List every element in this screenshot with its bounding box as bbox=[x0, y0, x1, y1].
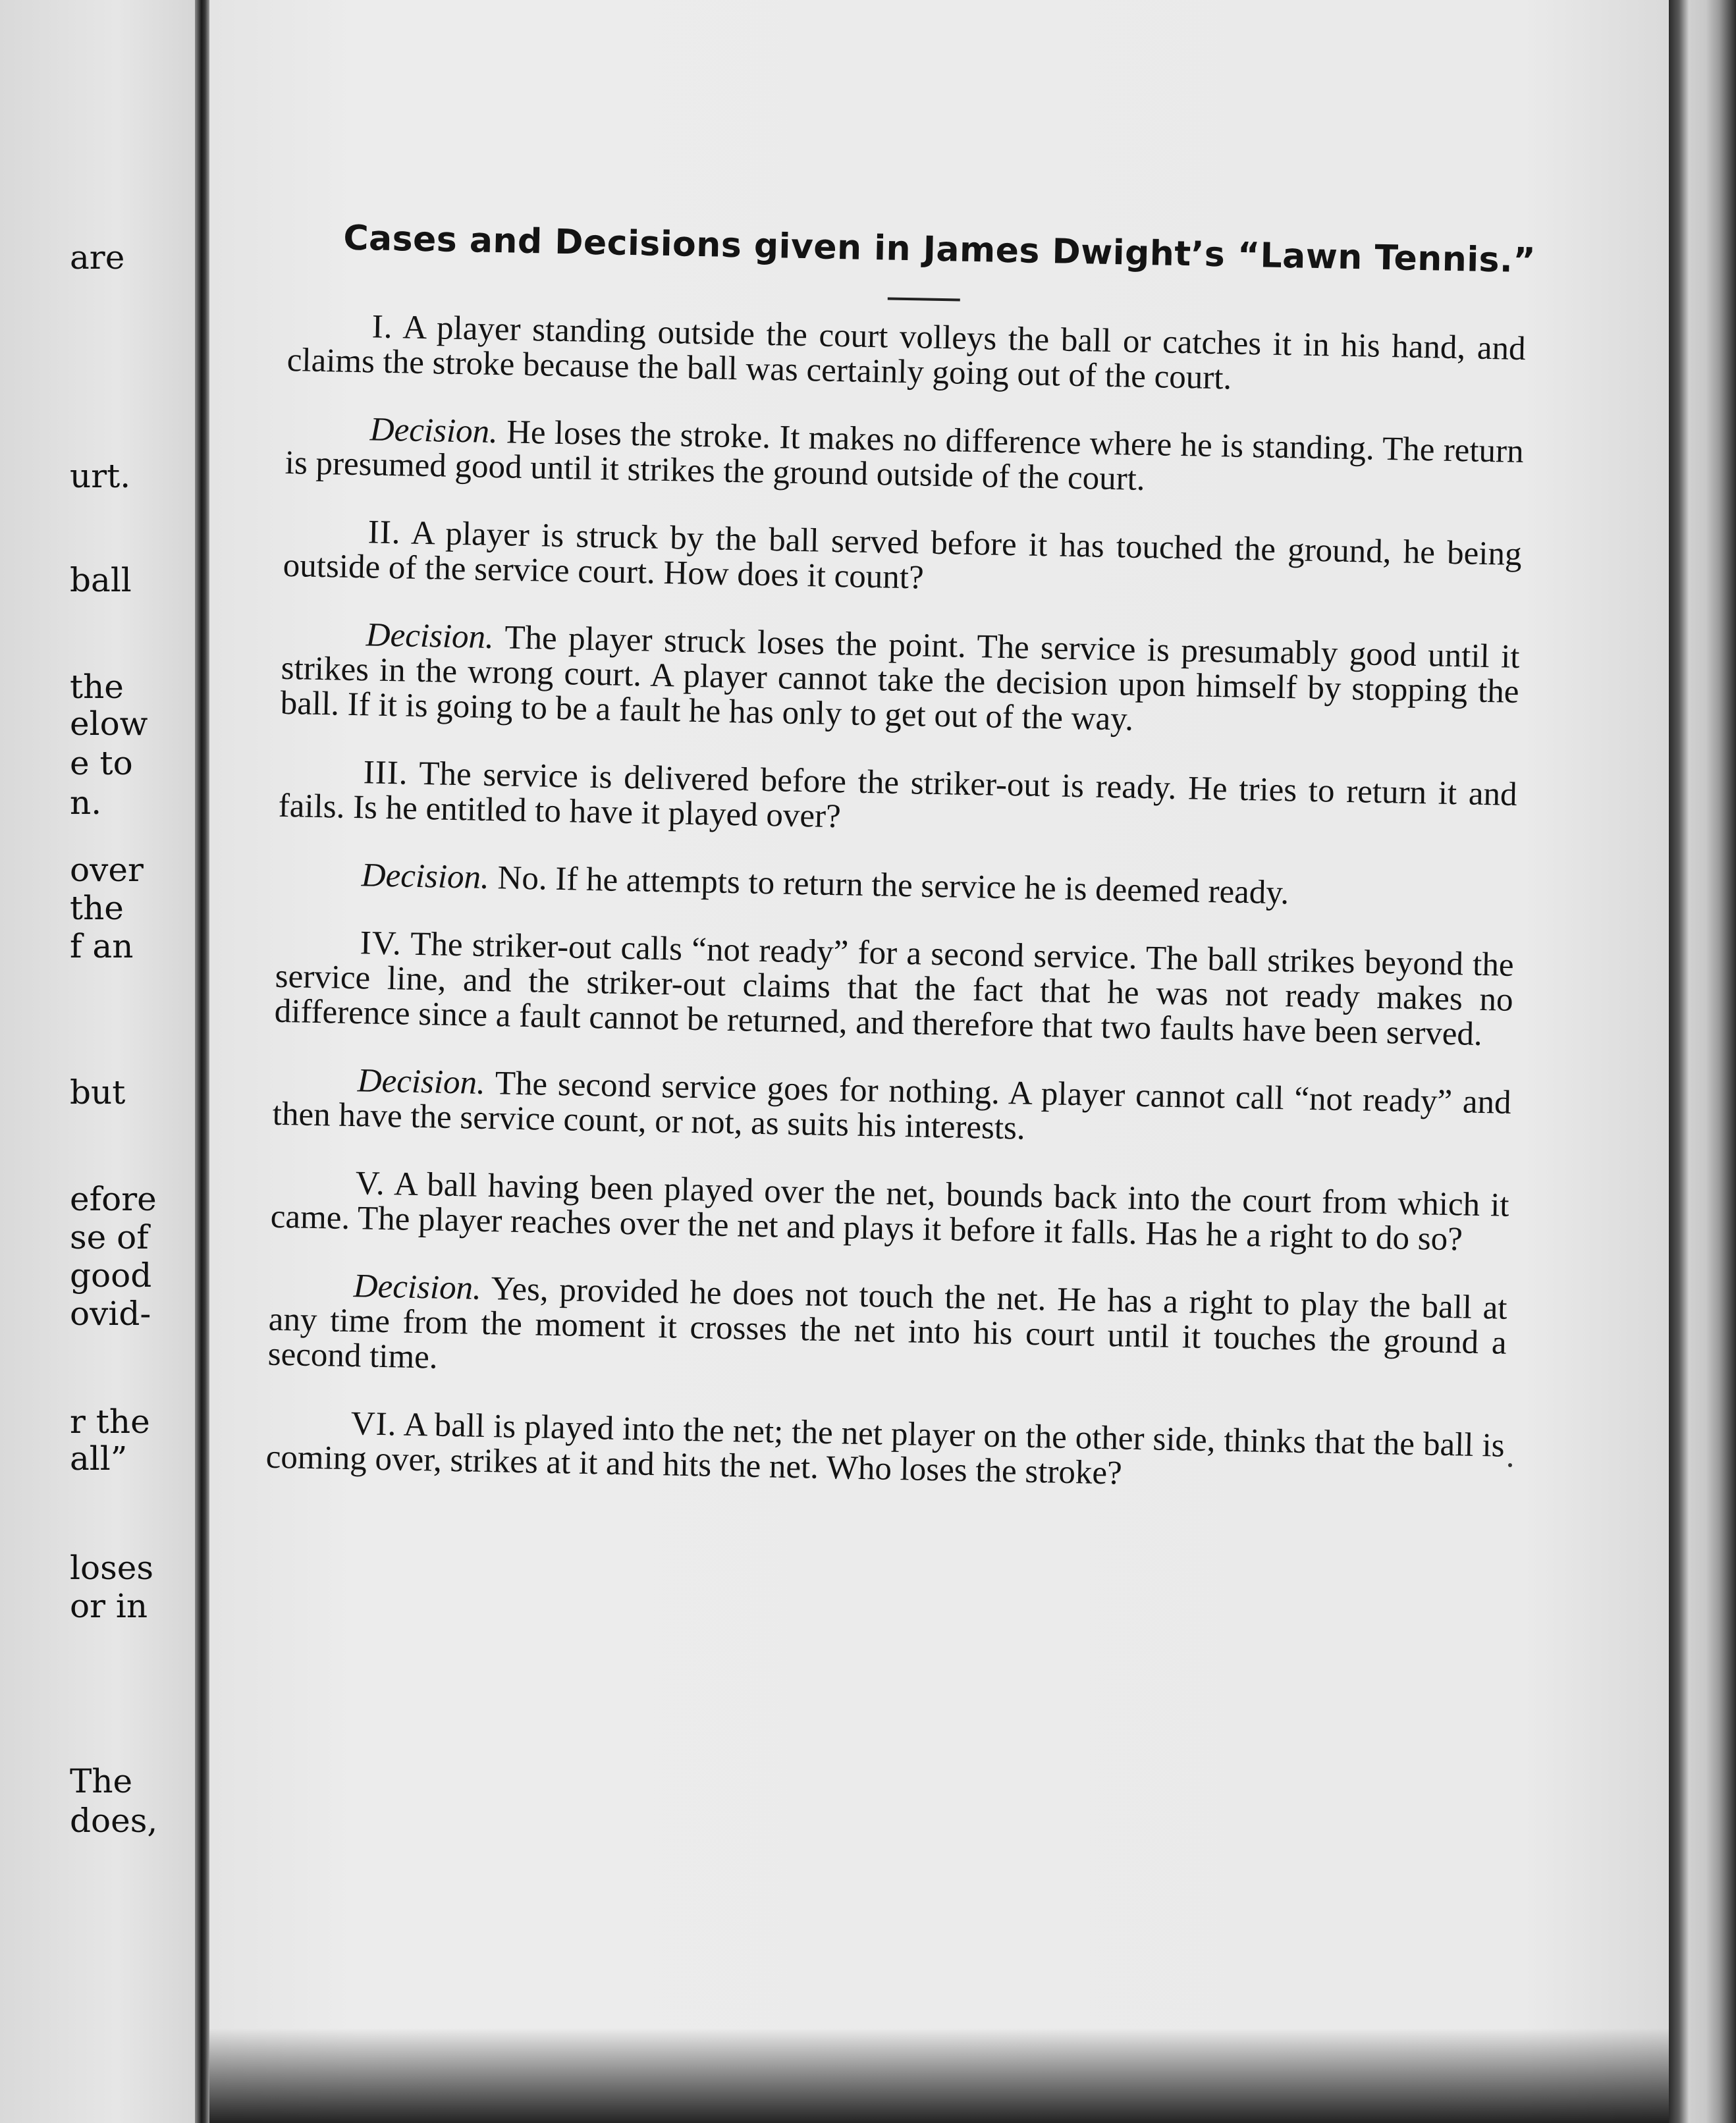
case-text: A player standing outside the court volleys the ball or catches it in his hand, and claims the stroke because the ball was certainly going out of the court. bbox=[286, 309, 1527, 397]
decision-text: The second service goes for nothing. A player cannot call “not ready” and then have the service count, or not, as suits his interests. bbox=[272, 1065, 1512, 1147]
case-text: The striker-out calls “not ready” for a second service. The ball strikes beyond the service line, and the striker-out claims that the fact that he was not ready makes no difference since a fault cannot be returned, and therefore that two faults have been served. bbox=[274, 925, 1515, 1053]
previous-page-line: n. bbox=[70, 784, 102, 822]
case-5 bbox=[270, 1165, 1536, 1259]
page-bottom-shadow bbox=[209, 2028, 1669, 2123]
case-number: II. bbox=[367, 514, 402, 552]
page-edge bbox=[1669, 0, 1736, 2123]
case-number: III. bbox=[363, 754, 409, 792]
decision-2 bbox=[280, 616, 1546, 745]
case-number: IV. bbox=[360, 925, 402, 963]
case-6 bbox=[265, 1405, 1531, 1499]
previous-page-line: good bbox=[70, 1256, 152, 1295]
page-content bbox=[265, 217, 1554, 1532]
previous-page-line: ball bbox=[70, 561, 132, 599]
previous-page-line: elow bbox=[70, 705, 148, 743]
previous-page-line: urt. bbox=[70, 457, 131, 495]
decision-label: Decision. bbox=[369, 411, 499, 451]
previous-page-line: over bbox=[70, 851, 144, 889]
book-gutter bbox=[195, 0, 209, 2123]
case-1 bbox=[286, 308, 1552, 402]
previous-page-line: The bbox=[70, 1762, 133, 1800]
previous-page-line: f an bbox=[70, 927, 134, 965]
case-text: A player is struck by the ball served before it has touched the ground, he being outside of the service court. How does it count? bbox=[283, 514, 1523, 597]
decision-4 bbox=[272, 1062, 1538, 1156]
decision-text: Yes, provided he does not touch the net. He has a right to play the ball at any time from the moment it crosses the net into his court until it touches the ground a second time. bbox=[267, 1270, 1508, 1376]
ink-speck bbox=[1508, 1463, 1512, 1467]
decision-label: Decision. bbox=[357, 1062, 486, 1102]
decision-text: No. If he attempts to return the service he is deemed ready. bbox=[497, 859, 1289, 912]
case-text: A ball having been played over the net, bounds back into the court from which it came. The player reaches over the net and plays it before it falls. Has he a right to do so? bbox=[270, 1166, 1510, 1258]
case-text: The service is delivered before the striker-out is ready. He tries to return it and fails. Is he entitled to have it played over? bbox=[278, 755, 1518, 836]
case-4 bbox=[274, 925, 1540, 1054]
case-number: VI. bbox=[350, 1405, 397, 1443]
previous-page-line: loses bbox=[70, 1549, 154, 1587]
previous-page-line: the bbox=[70, 668, 124, 706]
previous-page-line: the bbox=[70, 889, 124, 927]
previous-page-line: e to bbox=[70, 744, 133, 782]
case-number: V. bbox=[355, 1165, 386, 1203]
case-text: A ball is played into the net; the net player on the other side, thinks that the ball is coming over, strikes at it and hits the net. Who loses the stroke? bbox=[265, 1406, 1505, 1492]
decision-5 bbox=[267, 1268, 1534, 1397]
previous-page-line: ovid- bbox=[70, 1295, 151, 1333]
previous-page-line: but bbox=[70, 1073, 126, 1112]
previous-page-text bbox=[0, 0, 195, 2123]
previous-page-line: or in bbox=[70, 1587, 148, 1625]
previous-page-line: does, bbox=[70, 1802, 158, 1840]
case-number: I. bbox=[371, 308, 394, 346]
previous-page-line: efore bbox=[70, 1180, 157, 1218]
decision-text: He loses the stroke. It makes no difference where he is standing. The return is presumed good until it strikes the ground outside of the court. bbox=[285, 414, 1525, 498]
case-2 bbox=[283, 514, 1548, 608]
decision-1 bbox=[285, 411, 1550, 505]
previous-page-line: all” bbox=[70, 1439, 128, 1478]
decision-label: Decision. bbox=[353, 1268, 482, 1307]
decision-text: The player struck loses the point. The service is presumably good until it strikes in the wrong court. A player cannot take the decision upon himself by stopping the ball. If it is going to be a fault he has only to get out of the way. bbox=[280, 619, 1521, 738]
previous-page-line: se of bbox=[70, 1218, 149, 1256]
heading-rule bbox=[888, 297, 960, 301]
decision-3 bbox=[277, 857, 1542, 916]
decision-label: Decision. bbox=[366, 616, 495, 657]
previous-page-line: r the bbox=[70, 1403, 150, 1441]
decision-label: Decision. bbox=[361, 857, 490, 896]
previous-page-line: are bbox=[70, 238, 125, 277]
page-heading: Cases and Decisions given in James Dwight’s “Lawn Tennis.” bbox=[342, 218, 1536, 281]
case-3 bbox=[278, 754, 1544, 848]
